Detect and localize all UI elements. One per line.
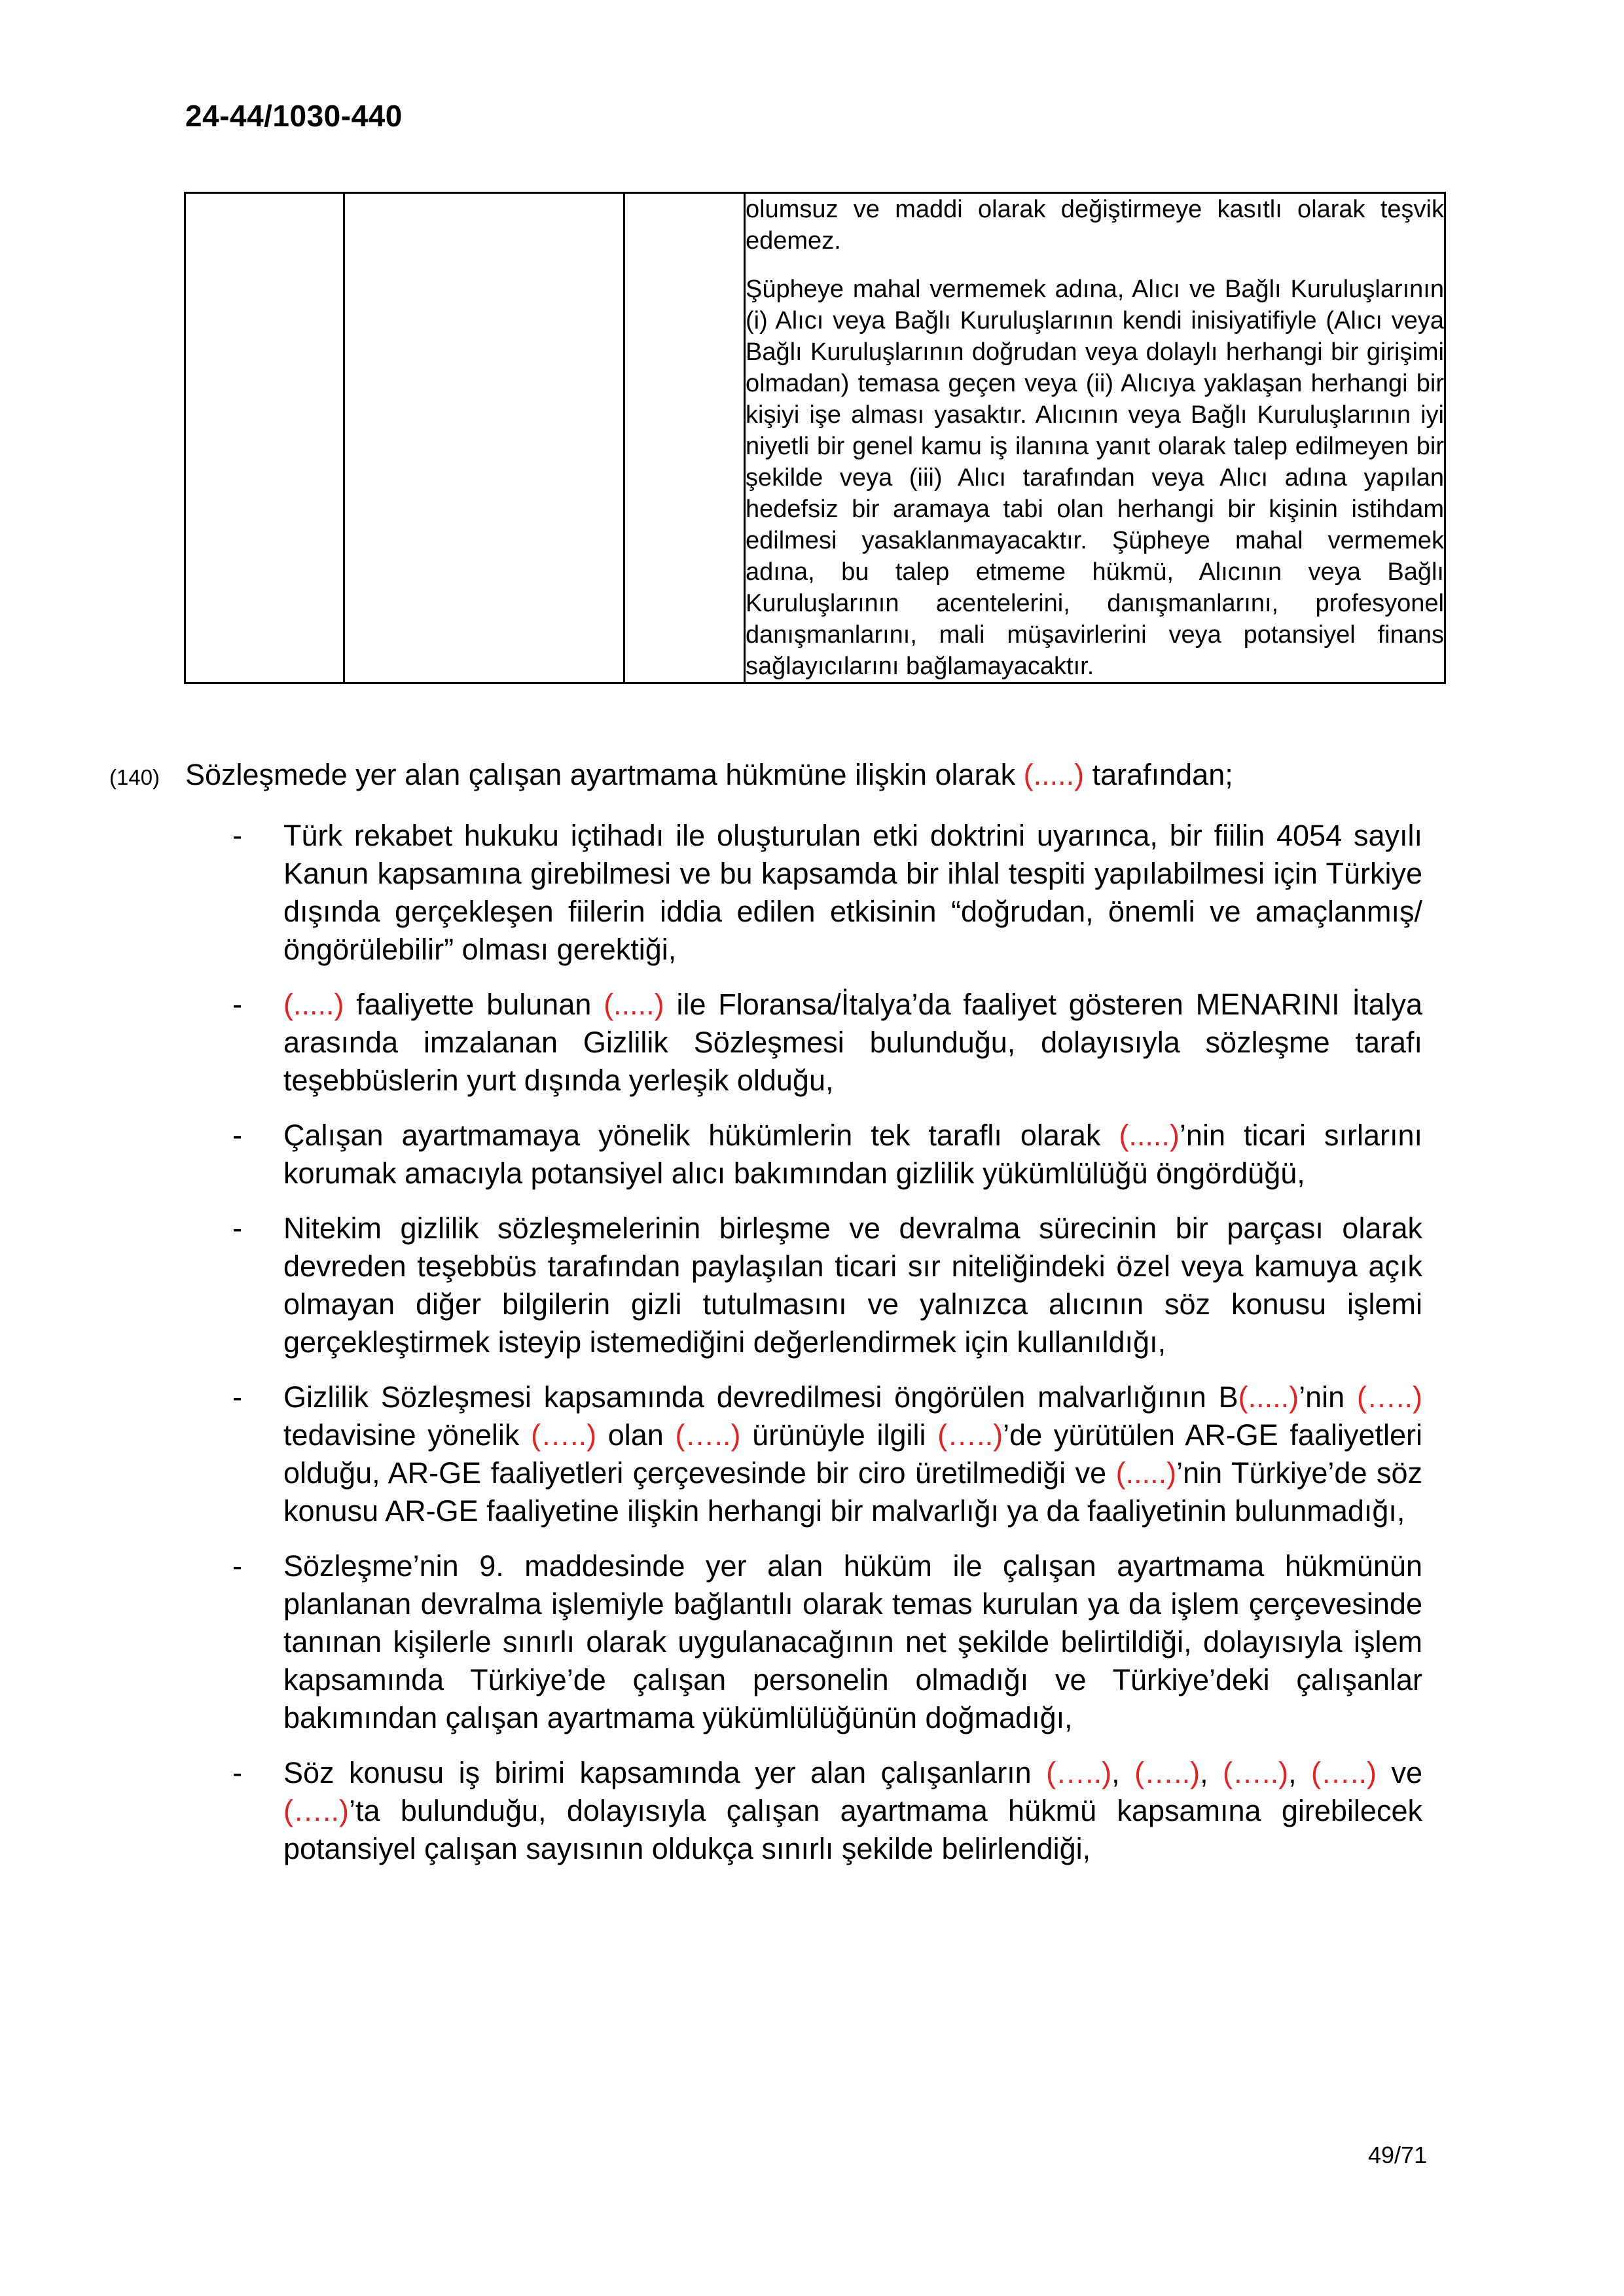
bullet-text <box>283 986 1422 1100</box>
redacted-text: (.....) <box>1119 1119 1180 1152</box>
bullet-text <box>283 1210 1422 1361</box>
bullet-dash: - <box>232 988 242 1021</box>
clause-text-paragraph: olumsuz ve maddi olarak değiştirmeye kasıtlı olarak teşvik edemez. <box>746 196 1444 255</box>
text-segment: , <box>1200 1756 1223 1789</box>
redacted-text: (.....) <box>1023 758 1085 791</box>
text-segment: Nitekim gizlilik sözleşmelerinin birleşme ve devralma sürecinin bir parçası olarak devreden teşebbüs tarafından paylaşılan ticari sır niteliğindeki özel veya kamuya açık olmayan diğer bilgilerin gizli tutulmasını ve yalnızca alıcının söz konusu işlemi gerçekleştirmek isteyip istemediğini değerlendirmek için kullanıldığı, <box>283 1211 1422 1359</box>
text-segment: Gizlilik Sözleşmesi kapsamında devredilmesi öngörülen malvarlığının B <box>283 1380 1238 1414</box>
text-segment: Çalışan ayartmamaya yönelik hükümlerin tek taraflı olarak <box>283 1119 1119 1152</box>
table-row <box>185 193 1445 683</box>
redacted-text: (…..) <box>283 1794 349 1827</box>
table-cell-clause-text <box>745 193 1445 683</box>
bullet-dash: - <box>232 1549 242 1583</box>
redacted-text: (…..) <box>1223 1756 1289 1789</box>
text-segment: olan <box>596 1418 676 1452</box>
paragraph-lead-text <box>185 756 1233 794</box>
text-segment: ’de yürütülen AR-GE faaliyetleri olduğu, AR-GE faaliyetleri çerçevesinde bir ciro üretilmediği ve <box>283 1418 1423 1490</box>
text-segment: ’nin Türkiye’de söz konusu AR-GE faaliyetine ilişkin herhangi bir malvarlığı ya da faaliyetinin bulunmadığı, <box>283 1456 1423 1528</box>
redacted-text: (…..) <box>1134 1756 1200 1789</box>
bullet-dash: - <box>232 1211 242 1245</box>
redacted-text: (.....) <box>1238 1380 1299 1414</box>
text-segment: Sözleşme’nin 9. maddesinde yer alan hüküm ile çalışan ayartmama hükmünün planlanan devralma işlemiyle bağlantılı olarak temas kurulan ya da işlem çerçevesinde tanınan kişilerle sınırlı olarak uygulanacağının net şekilde belirtildiği, dolayısıyla işlem kapsamında Türkiye’de çalışan personelin olmadığı ve Türkiye’deki çalışanlar bakımından çalışan ayartmama yükümlülüğünün doğmadığı, <box>283 1549 1422 1734</box>
redacted-text: (…..) <box>531 1418 597 1452</box>
clause-text-paragraph: Şüpheye mahal vermemek adına, Alıcı ve Bağlı Kuruluşlarının (i) Alıcı veya Bağlı Kuruluşlarının kendi inisiyatifiyle (Alıcı veya Bağlı Kuruluşlarının doğrudan veya dolaylı herhangi bir girişimi olmadan) temasa geçen veya (ii) Alıcıya yaklaşan herhangi bir kişiyi işe alması yasaktır. Alıcının veya Bağlı Kuruluşlarının iyi niyetli bir genel kamu iş ilanına yanıt olarak talep edilmeyen bir şekilde veya (iii) Alıcı tarafından veya Alıcı adına yapılan hedefsiz bir aramaya tabi olan herhangi bir kişinin istihdam edilmesi yasaklanmayacaktır. Şüpheye mahal vermemek adına, bu talep etmeme hükmü, Alıcının veya Bağlı Kuruluşlarının acentelerini, danışmanlarını, profesyonel danışmanlarını, mali müşavirlerini veya potansiyel finans sağlayıcılarını bağlamayacaktır. <box>746 276 1444 680</box>
bullet-dash: - <box>232 1119 242 1152</box>
text-segment: ile Floransa/İtalya’da faaliyet gösteren MENARINI İtalya arasında imzalanan Gizlilik Sözleşmesi bulunduğu, dolayısıyla sözleşme tarafı teşebbüslerin yurt dışında yerleşik olduğu, <box>283 988 1423 1097</box>
bullet-text <box>283 1754 1422 1868</box>
redacted-text: (…..) <box>937 1418 1003 1452</box>
redacted-text: (…..) <box>1357 1380 1422 1414</box>
text-segment: , <box>1111 1756 1135 1789</box>
bullet-dash: - <box>232 1756 242 1789</box>
text-segment: faaliyette bulunan <box>344 988 604 1021</box>
text-segment: Türk rekabet hukuku içtihadı ile oluşturulan etki doktrini uyarınca, bir fiilin 4054 sayılı Kanun kapsamına girebilmesi ve bu kapsamda bir ihlal tespiti yapılabilmesi için Türkiye dışında gerçekleşen fiilerin iddia edilen etkisinin “doğrudan, önemli ve amaçlanmış/öngörülebilir” olması gerektiği, <box>283 819 1422 966</box>
table-cell-empty-1 <box>185 193 344 683</box>
text-segment: ’ta bulunduğu, dolayısıyla çalışan ayartmama hükmü kapsamına girebilecek potansiyel çalışan sayısının oldukça sınırlı şekilde belirlendiği, <box>283 1794 1422 1865</box>
list-item <box>232 986 1422 1100</box>
redacted-text: (.....) <box>1115 1456 1177 1490</box>
redacted-text: (.....) <box>604 988 664 1021</box>
bullet-text <box>283 817 1422 969</box>
bullet-dash: - <box>232 819 242 852</box>
page-number: 49/71 <box>1368 2142 1428 2168</box>
list-item <box>232 1754 1422 1868</box>
document-number: 24-44/1030-440 <box>185 99 403 133</box>
text-segment: , <box>1288 1756 1312 1789</box>
redacted-text: (…..) <box>1311 1756 1377 1789</box>
redacted-text: (…..) <box>1046 1756 1112 1789</box>
bullet-text <box>283 1378 1422 1530</box>
list-item <box>232 817 1422 969</box>
lead-text-before: Sözleşmede yer alan çalışan ayartmama hükmüne ilişkin olarak <box>185 758 1024 791</box>
text-segment: tedavisine yönelik <box>283 1418 532 1452</box>
list-item <box>232 1210 1422 1361</box>
redacted-text: (…..) <box>675 1418 741 1452</box>
text-segment: ve <box>1377 1756 1423 1789</box>
text-segment: Söz konusu iş birimi kapsamında yer alan çalışanların <box>283 1756 1047 1789</box>
list-item <box>232 1117 1422 1193</box>
table-cell-empty-3 <box>624 193 745 683</box>
text-segment: ’nin ticari sırlarını korumak amacıyla potansiyel alıcı bakımından gizlilik yükümlülüğü öngördüğü, <box>283 1119 1422 1190</box>
list-item <box>232 1547 1422 1737</box>
bullet-text <box>283 1547 1422 1737</box>
redacted-text: (.....) <box>283 988 344 1021</box>
paragraph-number: (140) <box>109 765 160 789</box>
bullet-text <box>283 1117 1422 1193</box>
text-segment: ’nin <box>1299 1380 1358 1414</box>
continued-table <box>184 192 1446 684</box>
text-segment: ürünüyle ilgili <box>740 1418 938 1452</box>
bullet-dash: - <box>232 1380 242 1414</box>
lead-text-after: tarafından; <box>1084 758 1233 791</box>
bullet-list <box>232 817 1422 1885</box>
list-item <box>232 1378 1422 1530</box>
table-cell-empty-2 <box>344 193 624 683</box>
